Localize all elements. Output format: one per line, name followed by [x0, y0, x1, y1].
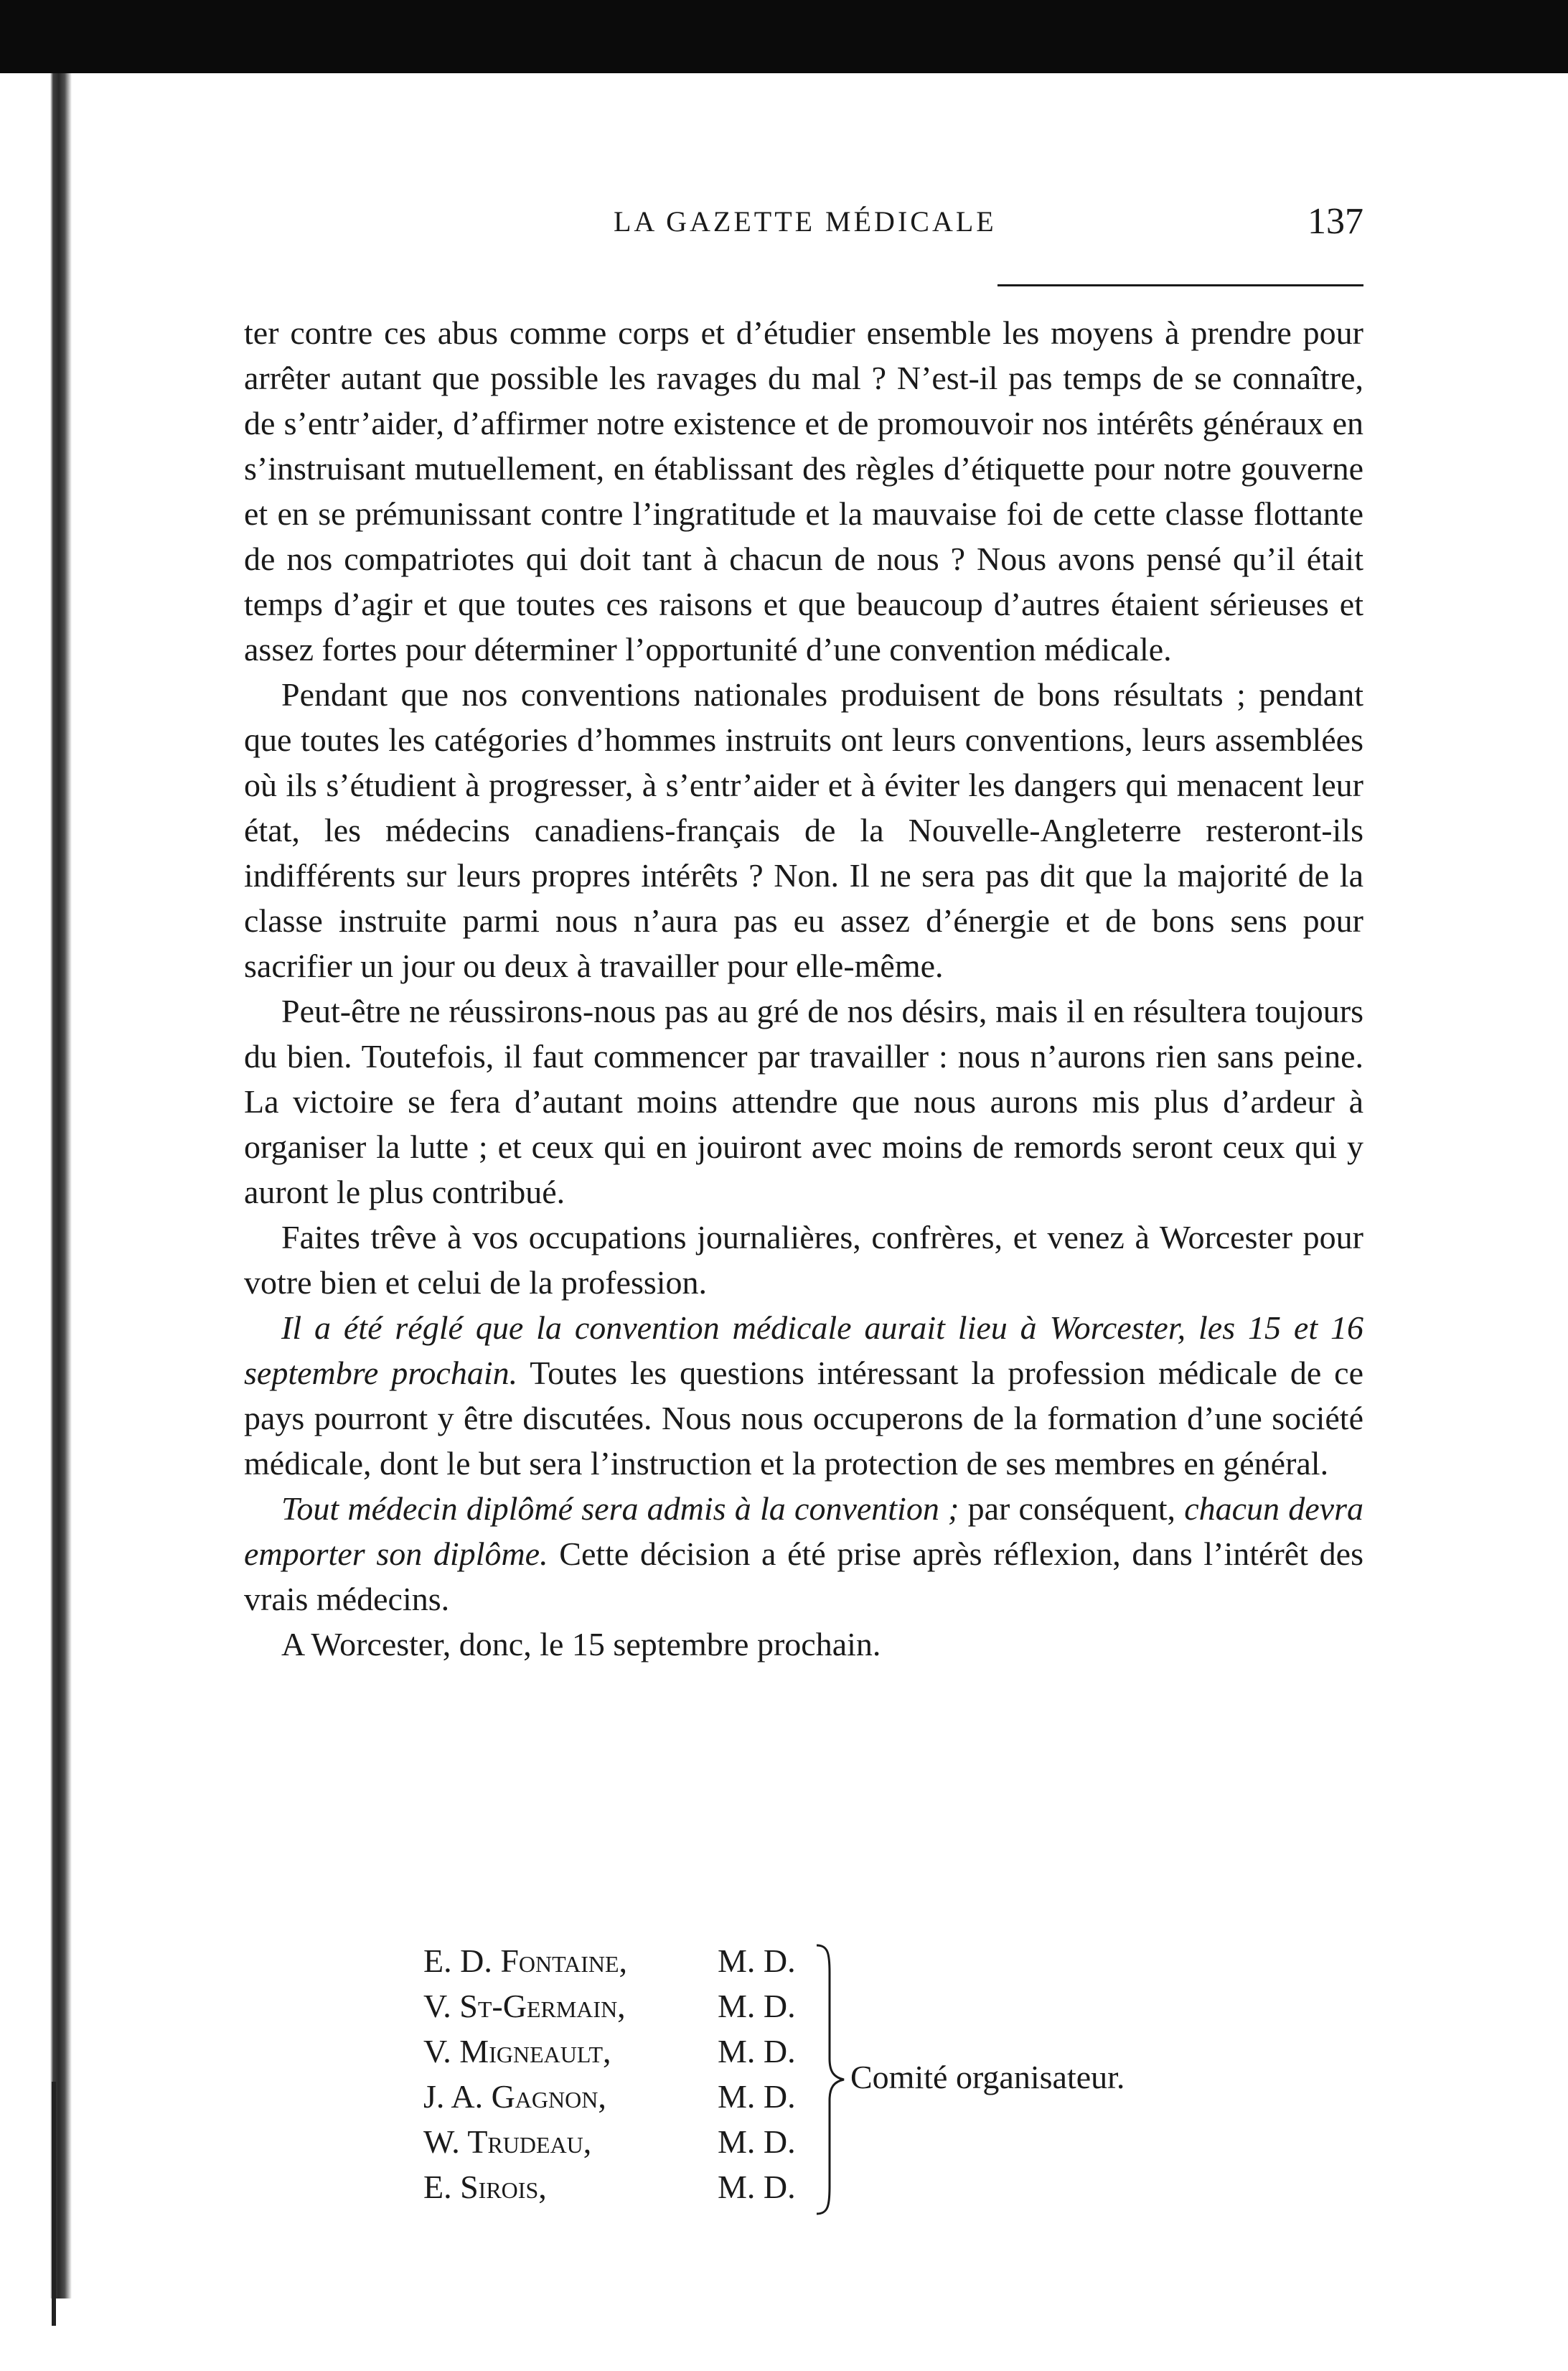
signatory-name: E. D. Fontaine, — [423, 1942, 628, 1979]
signatory-name: V. St-Germain, — [423, 1988, 626, 2024]
header-rule — [997, 284, 1363, 286]
paragraph-6-connector: par conséquent, — [959, 1490, 1185, 1527]
signatory — [423, 2119, 1363, 2164]
signatory — [423, 1983, 1363, 2029]
scan-binding-edge — [37, 73, 79, 2298]
article-body — [244, 310, 1363, 1667]
scan-top-border — [0, 0, 1568, 73]
signatory-name: W. Trudeau, — [423, 2123, 592, 2160]
paragraph-3: Peut-être ne réussirons-nous pas au gré de nos désirs, mais il en résultera toujours du bien. Toutefois, il faut commencer par travailler : nous n’aurons rien sans peine. La victoire se fera d’autant moins attendre que nous aurons mis plus d’ardeur à organiser la lutte ; et ceux qui en jouiront avec moins de remords seront ceux qui y auront le plus contribué. — [244, 993, 1363, 1210]
running-head — [244, 201, 1363, 248]
scan-binding-mark — [52, 2082, 56, 2326]
signatory-name: E. Sirois, — [423, 2169, 547, 2205]
signature-block — [423, 1938, 1363, 2209]
admission-rule: Tout médecin diplômé sera admis à la convention ; — [281, 1490, 959, 1527]
paragraph-6-text: Cette décision a été prise après réflexion, dans l’intérêt des vrais médecins. — [244, 1535, 1363, 1617]
running-title: LA GAZETTE MÉDICALE — [614, 205, 997, 238]
right-brace-icon — [811, 1944, 854, 2215]
paragraph-4: Faites trêve à vos occupations journalières, confrères, et venez à Worcester pour votre bien et celui de la profession. — [244, 1219, 1363, 1301]
diploma-rule: chacun devra emporter son diplôme. — [244, 1490, 1363, 1572]
paragraph-2: Pendant que nos conventions nationales produisent de bons résultats ; pendant que toutes les catégories d’hommes instruits ont leurs conventions, leurs assemblées où ils s’étudient à progresser, à s’entr’aider et à éviter les dangers qui menacent leur état, les médecins canadiens-français de la Nouvelle-Angleterre resteront-ils indifférents sur leurs propres intérêts ? Non. Il ne sera pas dit que la majorité de la classe instruite parmi nous n’aura pas eu assez d’énergie et de bons sens pour sacrifier un jour ou deux à travailler pour elle-même. — [244, 676, 1363, 984]
signatory-degree: M. D. — [718, 2078, 796, 2115]
signatory-degree: M. D. — [718, 1988, 796, 2024]
signatory-degree: M. D. — [718, 2033, 796, 2070]
paragraph-5-text: Toutes les questions intéressant la profession médicale de ce pays pourront y être discutées. Nous nous occuperons de la formation d’une société médicale, dont le but sera l’instruction et la protection de ses membres en général. — [244, 1355, 1363, 1482]
page-number: 137 — [1308, 201, 1363, 242]
closing-line: A Worcester, donc, le 15 septembre prochain. — [281, 1626, 881, 1662]
paragraph-6 — [244, 1486, 1363, 1622]
paragraph-1: ter contre ces abus comme corps et d’étudier ensemble les moyens à prendre pour arrêter autant que possible les ravages du mal ? N’est-il pas temps de se connaître, de s’entr’aider, d’affirmer notre existence et de promouvoir nos intérêts généraux en s’instruisant mutuellement, en établissant des règles d’étiquette pour notre gouverne et en se prémunissant contre l’ingratitude et la mauvaise foi de cette classe flottante de nos compatriotes qui doit tant à chacun de nous ? Nous avons pensé qu’il était temps d’agir et que toutes ces raisons et que beaucoup d’autres étaient sérieuses et assez fortes pour déterminer l’opportunité d’une convention médicale. — [244, 314, 1363, 668]
signatory-name: V. Migneault, — [423, 2033, 611, 2070]
signatory-degree: M. D. — [718, 2169, 796, 2205]
convention-announcement: Il a été réglé que la convention médicale aurait lieu à Worcester, les 15 et 16 septembre prochain. — [244, 1309, 1363, 1391]
signatory — [423, 2164, 1363, 2209]
paragraph-5 — [244, 1305, 1363, 1486]
signatory-degree: M. D. — [718, 1942, 796, 1979]
signatory-name: J. A. Gagnon, — [423, 2078, 606, 2115]
signatory-degree: M. D. — [718, 2123, 796, 2160]
signatory — [423, 1938, 1363, 1983]
committee-label: Comité organisateur. — [850, 2059, 1125, 2095]
